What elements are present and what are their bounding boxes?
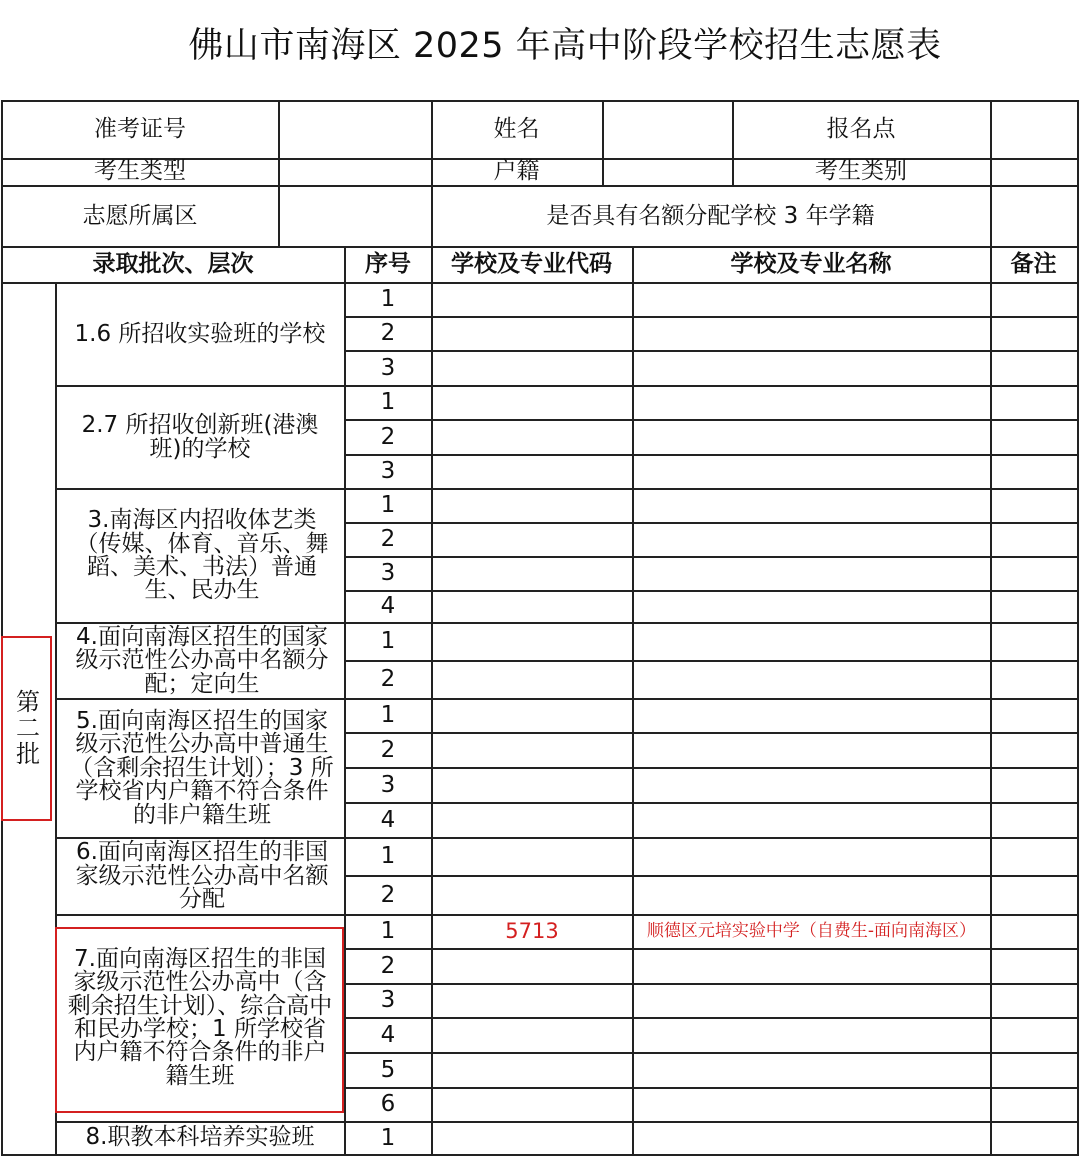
seq-number: 5 [380, 1056, 396, 1083]
seq-number: 3 [380, 771, 396, 798]
col-batch-level: 录取批次、层次 [92, 251, 254, 278]
district-label: 志愿所属区 [82, 202, 198, 229]
seq-number: 4 [380, 1021, 396, 1048]
col-code: 学校及专业代码 [451, 251, 612, 278]
col-remark: 备注 [1010, 251, 1057, 278]
category-label-8: 8.职教本科培养实验班 [85, 1124, 315, 1151]
seq-number: 1 [380, 1124, 396, 1151]
seq-number: 3 [380, 354, 396, 381]
seq-number: 2 [380, 320, 396, 347]
seq-number: 1 [380, 918, 396, 945]
seq-number: 2 [380, 423, 396, 450]
seq-number: 1 [380, 286, 396, 313]
seq-number: 3 [380, 987, 396, 1014]
seq-number: 6 [380, 1091, 396, 1118]
batch-label: 第二批 [11, 688, 40, 767]
category-label-5: 5.面向南海区招生的国家级示范性公办高中普通生（含剩余招生计划）；3 所学校省内户籍不符合条件的非户籍生班 [70, 707, 334, 828]
seq-number: 1 [380, 389, 396, 416]
col-school-name: 学校及专业名称 [730, 251, 892, 278]
registration-point-label: 报名点 [826, 116, 896, 143]
category-label-7: 7.面向南海区招生的非国家级示范性公办高中（含剩余招生计划）、综合高中和民办学校；1 所学校省内户籍不符合条件的非户籍生班 [67, 945, 333, 1089]
seq-number: 4 [380, 806, 396, 833]
entry-code: 5713 [505, 919, 559, 944]
category-label-4: 4.面向南海区招生的国家级示范性公办高中名额分配；定向生 [75, 623, 329, 697]
seq-number: 2 [380, 881, 396, 908]
exam-id-label: 准考证号 [94, 116, 186, 143]
seq-number: 2 [380, 736, 396, 763]
seq-number: 1 [380, 628, 396, 655]
seq-number: 4 [380, 593, 396, 620]
seq-number: 1 [380, 843, 396, 870]
name-label: 姓名 [493, 116, 540, 143]
seq-number: 3 [380, 458, 396, 485]
student-category-label: 考生类别 [815, 158, 907, 185]
seq-number: 1 [380, 492, 396, 519]
page-title: 佛山市南海区 2025 年高中阶段学校招生志愿表 [188, 26, 942, 66]
category-label-2: 2.7 所招收创新班(港澳班)的学校 [81, 412, 319, 462]
entry-school-name: 顺德区元培实验中学（自费生-面向南海区） [646, 921, 977, 942]
category-label-1: 1.6 所招收实验班的学校 [74, 320, 326, 347]
seq-number: 2 [380, 666, 396, 693]
seq-number: 2 [380, 952, 396, 979]
student-type-label: 考生类型 [94, 158, 186, 185]
seq-number: 2 [380, 526, 396, 553]
seq-number: 3 [380, 560, 396, 587]
category-label-3: 3.南海区内招收体艺类（传媒、体育、音乐、舞蹈、美术、书法）普通生、民办生 [75, 507, 329, 604]
col-seq: 序号 [365, 251, 411, 278]
quota-question-label: 是否具有名额分配学校 3 年学籍 [546, 202, 875, 229]
seq-number: 1 [380, 702, 396, 729]
category-label-6: 6.面向南海区招生的非国家级示范性公办高中名额分配 [75, 839, 329, 913]
household-label: 户籍 [493, 158, 540, 185]
